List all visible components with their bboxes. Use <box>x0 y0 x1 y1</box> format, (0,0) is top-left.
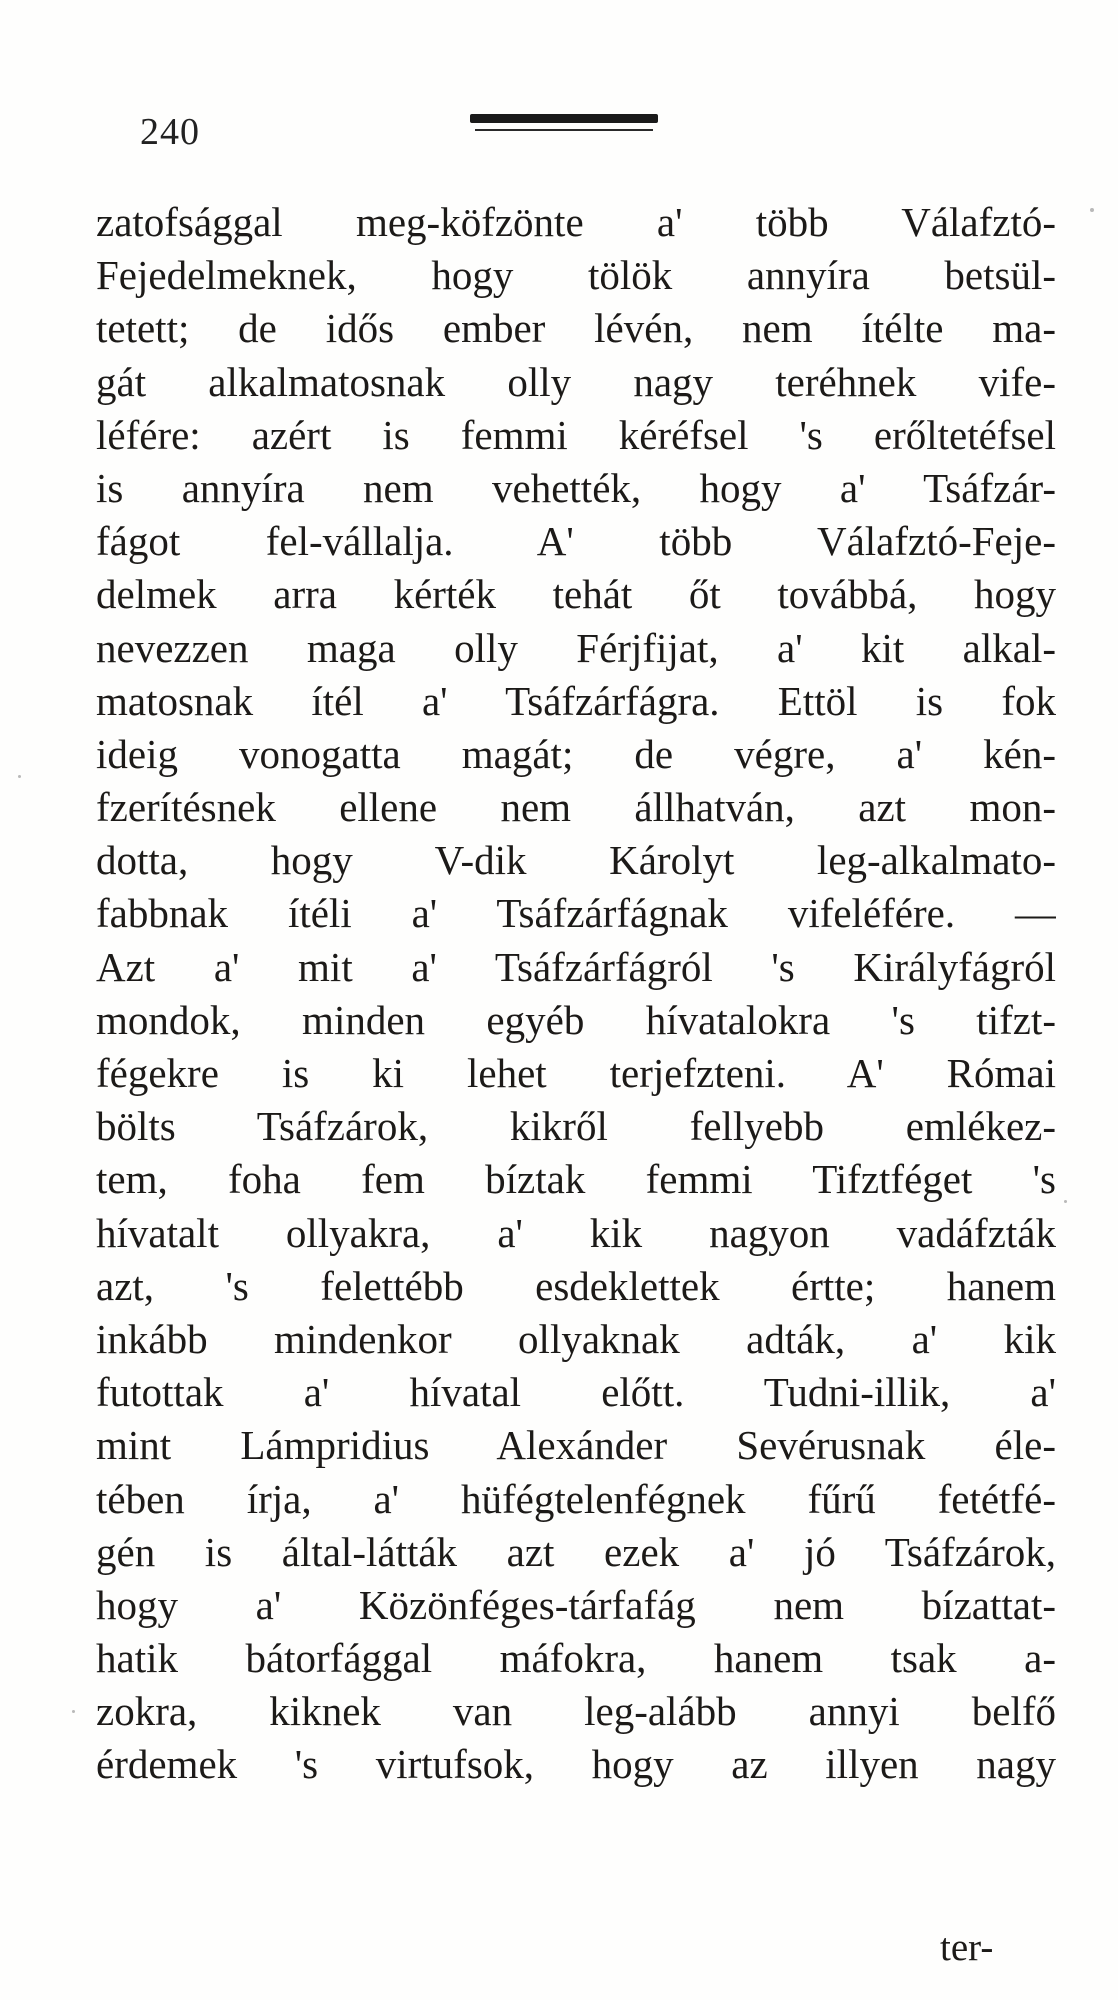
print-speck <box>1064 1200 1067 1203</box>
text-line: léfére: azért is femmi kéréfsel 's erőltetéfsel <box>96 411 1056 458</box>
ornament-thin-rule <box>475 129 653 131</box>
page-number: 240 <box>140 111 200 153</box>
text-line: gát alkalmatosnak olly nagy teréhnek vife- <box>96 358 1056 405</box>
text-line: mondok, minden egyéb hívatalokra 's tifzt- <box>96 996 1056 1043</box>
text-line: bölts Tsáfzárok, kikről fellyebb emlékez- <box>96 1103 1056 1150</box>
text-line: azt, 's felettébb esdeklettek értte; hanem <box>96 1262 1056 1309</box>
text-line: Fejedelmeknek, hogy tölök annyíra betsül- <box>96 252 1056 299</box>
text-line: nevezzen maga olly Férjfijat, a' kit alkal- <box>96 624 1056 671</box>
text-line: ideig vonogatta magát; de végre, a' kén- <box>96 730 1056 777</box>
text-line: is annyíra nem vehették, hogy a' Tsáfzár- <box>96 464 1056 511</box>
text-line: fabbnak ítéli a' Tsáfzárfágnak vifeléfére. — <box>96 890 1056 937</box>
print-speck <box>72 1710 75 1713</box>
text-line: dotta, hogy V-dik Károlyt leg-alkalmato- <box>96 837 1056 884</box>
text-line: zokra, kiknek van leg-alább annyi belfő <box>96 1688 1056 1735</box>
text-line: mint Lámpridius Alexánder Sevérusnak éle- <box>96 1422 1056 1469</box>
text-line: gén is által-látták azt ezek a' jó Tsáfzárok, <box>96 1528 1056 1575</box>
text-line: fágot fel-vállalja. A' több Válafztó-Feje- <box>96 518 1056 565</box>
text-line: tében írja, a' hüfégtelenfégnek fűrű fetétfé- <box>96 1475 1056 1522</box>
print-speck <box>1090 208 1094 212</box>
text-line: zatofsággal meg-köfzönte a' több Válafztó- <box>96 199 1056 245</box>
text-line: hívatalt ollyakra, a' kik nagyon vadáfzták <box>96 1209 1056 1256</box>
text-line: hatik bátorfággal máfokra, hanem tsak a- <box>96 1635 1056 1682</box>
text-line: delmek arra kérték tehát őt továbbá, hogy <box>96 571 1056 618</box>
text-line: érdemek 's virtufsok, hogy az illyen nagy <box>96 1741 1056 1788</box>
header-ornament-rule <box>470 114 658 131</box>
text-line: tem, foha fem bíztak femmi Tifztféget 's <box>96 1156 1056 1203</box>
text-line: futottak a' hívatal előtt. Tudni-illik, a' <box>96 1369 1056 1416</box>
print-speck <box>18 775 21 778</box>
body-text <box>96 196 1056 1792</box>
text-line: fzerítésnek ellene nem állhatván, azt mon- <box>96 784 1056 831</box>
text-line: fégekre is ki lehet terjefzteni. A' Római <box>96 1050 1056 1096</box>
text-line: inkább mindenkor ollyaknak adták, a' kik <box>96 1315 1056 1362</box>
text-line: hogy a' Közönféges-tárfafág nem bízattat- <box>96 1581 1056 1628</box>
text-line: tetett; de idős ember lévén, nem ítélte ma- <box>96 305 1056 352</box>
text-line: matosnak ítél a' Tsáfzárfágra. Ettöl is fok <box>96 677 1056 724</box>
catchword: ter- <box>940 1926 994 1969</box>
text-line: Azt a' mit a' Tsáfzárfágról 's Királyfágról <box>96 943 1056 990</box>
ornament-thick-rule <box>470 114 658 123</box>
